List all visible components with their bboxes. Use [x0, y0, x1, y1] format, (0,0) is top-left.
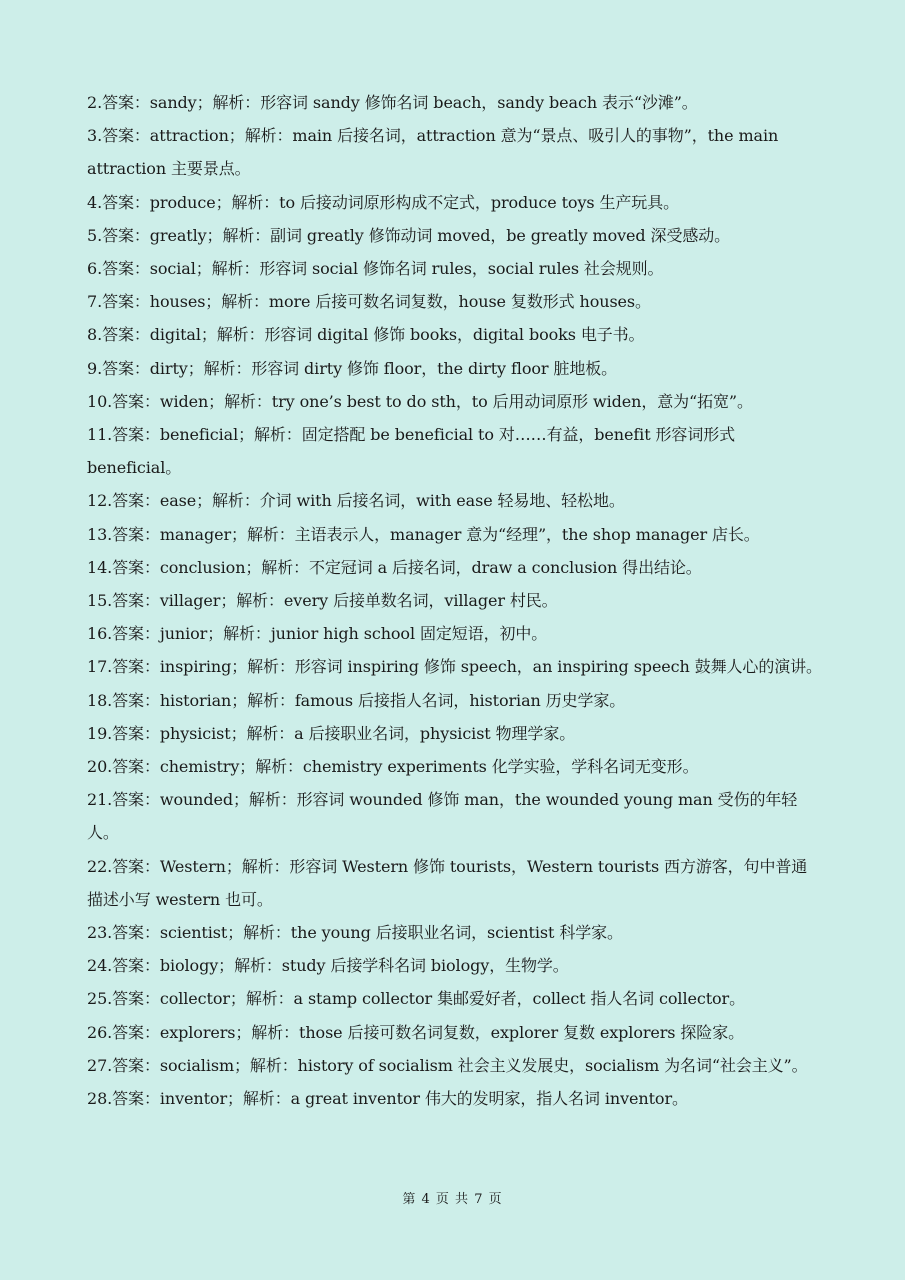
- answer-list: [87, 86, 822, 1115]
- answer-item-16: 16.答案：junior；解析：junior high school 固定短语，初中。: [87, 624, 548, 644]
- answer-item-11: 11.答案：beneficial；解析：固定搭配 be beneficial to 对……有益，benefit 形容词形式 beneficial。: [87, 425, 736, 478]
- answer-item-7: 7.答案：houses；解析：more 后接可数名词复数，house 复数形式 houses。: [87, 292, 651, 312]
- answer-item-27: 27.答案：socialism；解析：history of socialism 社会主义发展史，socialism 为名词“社会主义”。: [87, 1055, 808, 1075]
- answer-item-4: 4.答案：produce；解析：to 后接动词原形构成不定式，produce toys 生产玩具。: [87, 192, 679, 212]
- answer-item-25: 25.答案：collector；解析：a stamp collector 集邮爱好者，collect 指人名词 collector。: [87, 989, 746, 1009]
- answer-item-26: 26.答案：explorers；解析：those 后接可数名词复数，explorer 复数 explorers 探险家。: [87, 1022, 745, 1042]
- answer-item-3: 3.答案：attraction；解析：main 后接名词，attraction 意为“景点、吸引人的事物”，the main attraction 主要景点。: [87, 126, 779, 179]
- answer-item-15: 15.答案：villager；解析：every 后接单数名词，villager 村民。: [87, 591, 558, 611]
- page-footer: 第 4 页 共 7 页: [402, 1192, 503, 1207]
- answer-item-5: 5.答案：greatly；解析：副词 greatly 修饰动词 moved，be greatly moved 深受感动。: [87, 225, 731, 245]
- answer-item-28: 28.答案：inventor；解析：a great inventor 伟大的发明家，指人名词 inventor。: [87, 1089, 688, 1109]
- answer-item-14: 14.答案：conclusion；解析：不定冠词 a 后接名词，draw a conclusion 得出结论。: [87, 557, 702, 577]
- answer-item-20: 20.答案：chemistry；解析：chemistry experiments 化学实验，学科名词无变形。: [87, 757, 699, 777]
- answer-item-19: 19.答案：physicist；解析：a 后接职业名词，physicist 物理学家。: [87, 723, 576, 743]
- answer-item-21: 21.答案：wounded；解析：形容词 wounded 修饰 man，the wounded young man 受伤的年轻人。: [87, 790, 798, 843]
- answer-item-8: 8.答案：digital；解析：形容词 digital 修饰 books，digital books 电子书。: [87, 325, 645, 345]
- answer-item-18: 18.答案：historian；解析：famous 后接指人名词，historian 历史学家。: [87, 690, 626, 710]
- answer-item-2: 2.答案：sandy；解析：形容词 sandy 修饰名词 beach，sandy beach 表示“沙滩”。: [87, 93, 698, 112]
- answer-item-23: 23.答案：scientist；解析：the young 后接职业名词，scientist 科学家。: [87, 923, 623, 943]
- answer-item-13: 13.答案：manager；解析：主语表示人，manager 意为“经理”，the shop manager 店长。: [87, 524, 760, 544]
- answer-item-22: 22.答案：Western；解析：形容词 Western 修饰 tourists，Western tourists 西方游客，句中普通描述小写 western 也可。: [87, 856, 808, 909]
- answer-item-17: 17.答案：inspiring；解析：形容词 inspiring 修饰 speech，an inspiring speech 鼓舞人心的演讲。: [87, 657, 822, 677]
- answer-item-12: 12.答案：ease；解析：介词 with 后接名词，with ease 轻易地、轻松地。: [87, 491, 625, 511]
- answer-item-9: 9.答案：dirty；解析：形容词 dirty 修饰 floor，the dirty floor 脏地板。: [87, 358, 618, 378]
- answer-item-10: 10.答案：widen；解析：try one’s best to do sth，to 后用动词原形 widen，意为“拓宽”。: [87, 391, 753, 411]
- answer-item-6: 6.答案：social；解析：形容词 social 修饰名词 rules，social rules 社会规则。: [87, 259, 664, 279]
- answer-item-24: 24.答案：biology；解析：study 后接学科名词 biology，生物学。: [87, 956, 569, 976]
